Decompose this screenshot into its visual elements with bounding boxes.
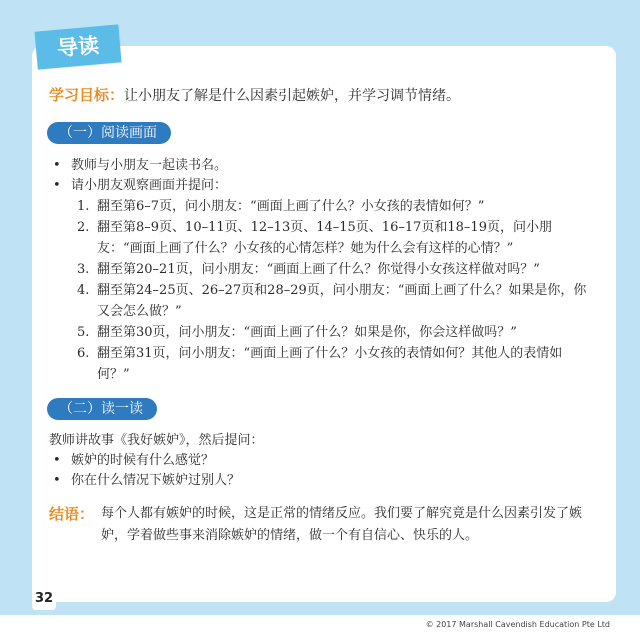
goal-text: 让小朋友了解是什么因素引起嫉妒，并学习调节情绪。	[124, 88, 461, 104]
list-item: • 教师与小朋友一起读书名。	[49, 156, 227, 176]
list-item	[77, 322, 592, 343]
section-1-steps	[77, 196, 592, 385]
step-number: 4.	[77, 283, 90, 298]
conclusion-text: 每个人都有嫉妒的时候，这是正常的情绪反应。我们要了解究竟是什么因素引发了嫉妒，学着做些事来消除嫉妒的情绪，做一个有自信心、快乐的人。	[101, 506, 583, 543]
step-number: 5.	[77, 325, 90, 340]
goal-label: 学习目标：	[49, 86, 125, 104]
list-item	[77, 259, 592, 280]
step-number: 6.	[77, 346, 90, 361]
step-text: 翻至第24–25页、26–27页和28–29页，问小朋友：“画面上画了什么？如果是你，你又会怎么做？”	[97, 283, 587, 319]
section-2-intro: 教师讲故事《我好嫉妒》，然后提问：	[49, 433, 264, 448]
step-text: 翻至第20–21页，问小朋友：“画面上画了什么？你觉得小女孩这样做对吗？”	[97, 262, 540, 277]
list-item: • 嫉妒的时候有什么感觉？	[49, 451, 240, 471]
section-1-bullets	[49, 156, 227, 196]
page-tag: 导读	[35, 24, 122, 69]
conclusion	[49, 503, 599, 547]
step-text: 翻至第8–9页、10–11页、12–13页、14–15页、16–17页和18–19页，问小朋友：“画面上画了什么？小女孩的心情怎样？她为什么会有这样的心情？”	[97, 220, 552, 256]
list-item	[77, 280, 592, 322]
list-item: • 你在什么情况下嫉妒过别人？	[49, 471, 240, 491]
step-number: 3.	[77, 262, 90, 277]
step-text: 翻至第30页，问小朋友：“画面上画了什么？如果是你，你会这样做吗？”	[97, 325, 517, 340]
section-2-title: （二）读一读	[47, 398, 157, 420]
section-1-title: （一）阅读画面	[47, 122, 171, 144]
list-item	[77, 217, 592, 259]
step-number: 2.	[77, 220, 90, 235]
list-item	[77, 196, 592, 217]
step-text: 翻至第31页，问小朋友：“画面上画了什么？小女孩的表情如何？其他人的表情如何？”	[97, 346, 563, 382]
conclusion-label: 结语：	[49, 505, 95, 523]
page-number: 32	[32, 588, 56, 610]
section-2-bullets	[49, 451, 240, 491]
list-item	[77, 343, 592, 385]
copyright: © 2017 Marshall Cavendish Education Pte Ltd	[425, 620, 610, 629]
step-text: 翻至第6–7页，问小朋友：“画面上画了什么？小女孩的表情如何？”	[97, 199, 485, 214]
list-item: • 请小朋友观察画面并提问：	[49, 176, 227, 196]
step-number: 1.	[77, 199, 90, 214]
learning-goal	[49, 84, 460, 105]
